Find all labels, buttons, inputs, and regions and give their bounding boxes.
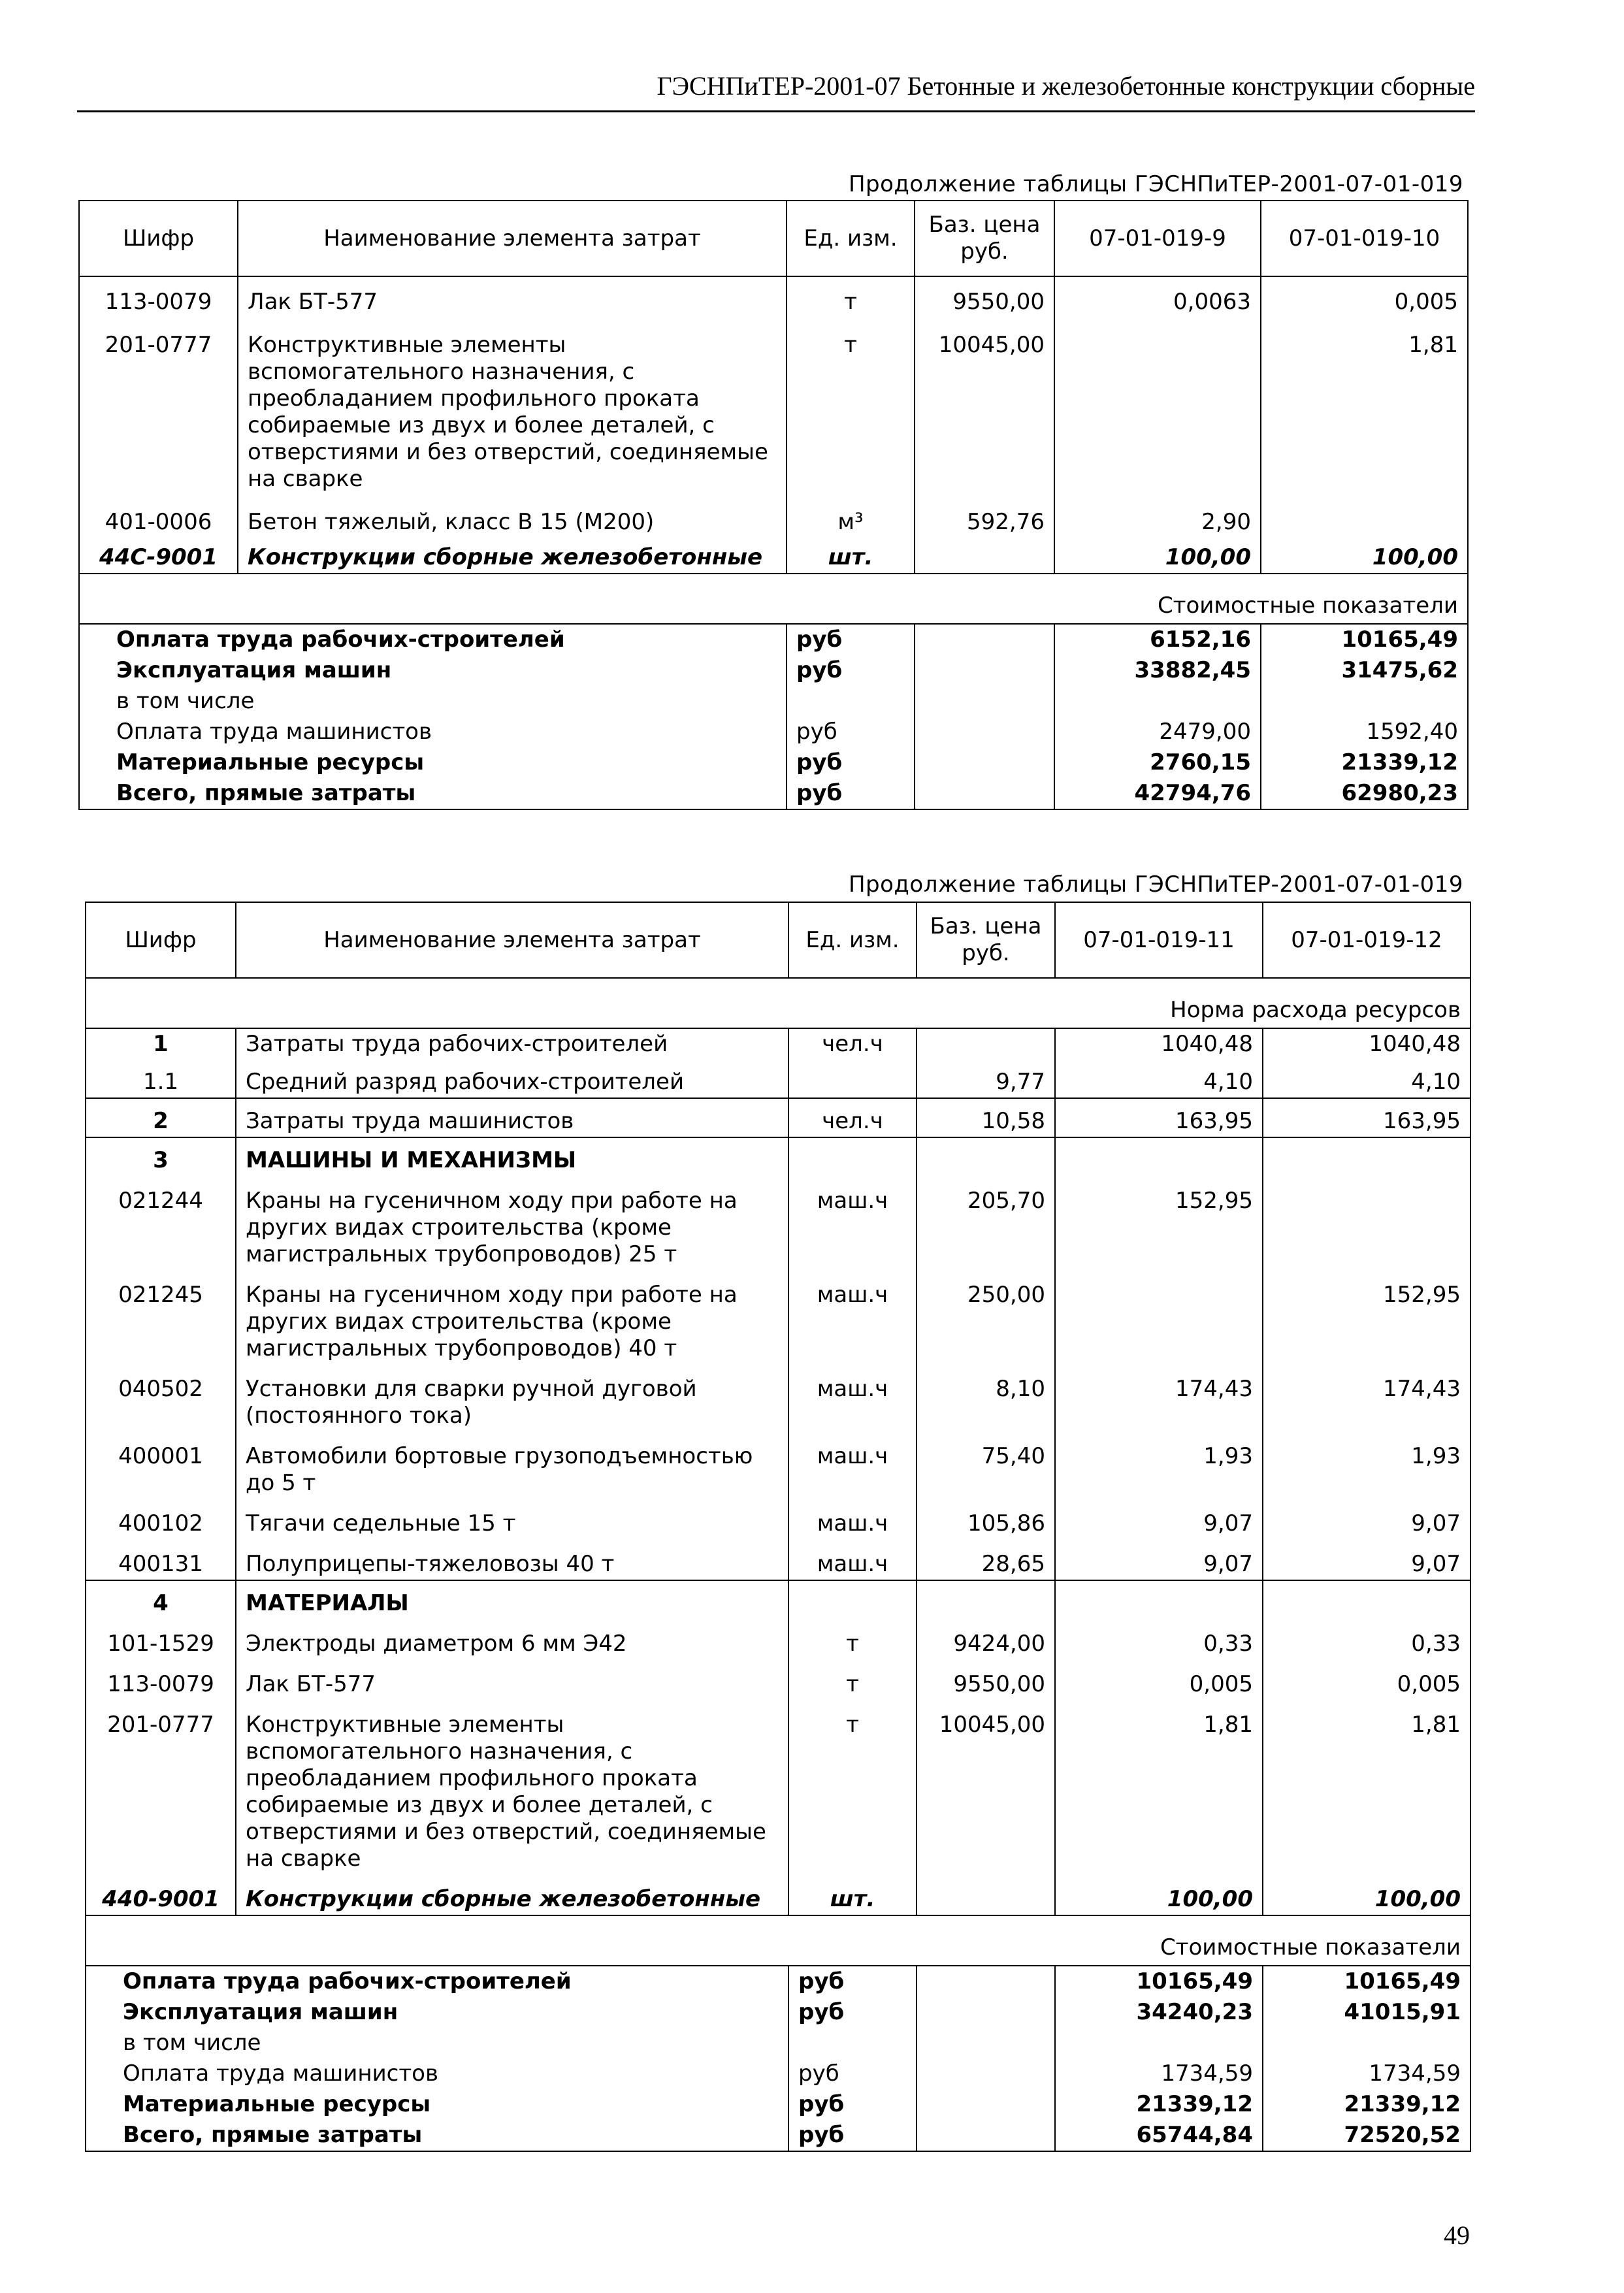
table1-caption: Продолжение таблицы ГЭСНПиТЕР-2001-07-01-019 (848, 171, 1463, 197)
summary-v1: 34240,23 (1055, 1997, 1263, 2028)
cell-v1: 4,10 (1055, 1060, 1263, 1098)
cell-v1 (1055, 1137, 1263, 1176)
summary-row (86, 2120, 1470, 2151)
cell-v2: 9,07 (1263, 1499, 1470, 1539)
cell-name: Электроды диаметром 6 мм Э42 (236, 1619, 788, 1659)
col-header-v2: 07-01-019-12 (1263, 902, 1470, 978)
summary-v1 (1054, 686, 1261, 717)
summary-unit: руб (788, 2089, 917, 2120)
cell-name: Тягачи седельные 15 т (236, 1499, 788, 1539)
cell-code: 4 (86, 1580, 236, 1619)
col-header-code: Шифр (79, 201, 238, 276)
summary-v2: 21339,12 (1261, 747, 1468, 778)
col-header-v1: 07-01-019-9 (1054, 201, 1261, 276)
table-row (86, 1431, 1470, 1499)
cell-v2: 152,95 (1263, 1270, 1470, 1364)
col-header-v2: 07-01-019-10 (1261, 201, 1468, 276)
summary-price (915, 624, 1054, 655)
summary-row (79, 686, 1468, 717)
col-header-code: Шифр (86, 902, 236, 978)
summary-v2: 31475,62 (1261, 655, 1468, 686)
cell-unit: т (788, 1700, 917, 1874)
summary-v1: 42794,76 (1054, 778, 1261, 809)
summary-v1: 65744,84 (1055, 2120, 1263, 2151)
cell-code: 440-9001 (86, 1874, 236, 1915)
cell-v1 (1055, 1580, 1263, 1619)
cell-name: Автомобили бортовые грузоподъемностью до 5 т (236, 1431, 788, 1499)
cell-unit (788, 1580, 917, 1619)
cell-price: 9550,00 (917, 1659, 1055, 1700)
col-header-price: Баз. цена руб. (915, 201, 1054, 276)
table1 (78, 200, 1469, 810)
table-row (86, 1700, 1470, 1874)
cell-code: 040502 (86, 1364, 236, 1431)
summary-v2: 1734,59 (1263, 2058, 1470, 2089)
cell-price (917, 1137, 1055, 1176)
cell-unit (788, 1137, 917, 1176)
summary-row (79, 655, 1468, 686)
table-row (86, 1619, 1470, 1659)
summary-row (79, 624, 1468, 655)
cell-v2: 100,00 (1261, 538, 1468, 574)
cell-price: 205,70 (917, 1176, 1055, 1270)
cell-name: Средний разряд рабочих-строителей (236, 1060, 788, 1098)
norm-label: Норма расхода ресурсов (86, 978, 1470, 1028)
summary-row (86, 2058, 1470, 2089)
summary-name: Эксплуатация машин (79, 655, 787, 686)
page-header: ГЭСНПиТЕР-2001-07 Бетонные и железобетонные конструкции сборные (77, 71, 1475, 112)
cell-name: Конструкции сборные железобетонные (238, 538, 787, 574)
cell-v1: 9,07 (1055, 1499, 1263, 1539)
table-row (79, 317, 1468, 495)
cell-v1: 163,95 (1055, 1098, 1263, 1137)
summary-v1: 10165,49 (1055, 1966, 1263, 1997)
cell-name: Затраты труда машинистов (236, 1098, 788, 1137)
cell-code: 400001 (86, 1431, 236, 1499)
summary-name: в том числе (79, 686, 787, 717)
summary-v1: 2479,00 (1054, 717, 1261, 747)
summary-name: Оплата труда машинистов (86, 2058, 788, 2089)
cell-unit: т (788, 1659, 917, 1700)
cell-unit: маш.ч (788, 1539, 917, 1580)
summary-name: Оплата труда машинистов (79, 717, 787, 747)
cell-v2 (1263, 1580, 1470, 1619)
cell-v2: 100,00 (1263, 1874, 1470, 1915)
cell-price: 105,86 (917, 1499, 1055, 1539)
cell-price: 8,10 (917, 1364, 1055, 1431)
table-row (86, 1098, 1470, 1137)
cell-v2: 0,005 (1261, 276, 1468, 317)
cell-price: 10045,00 (915, 317, 1054, 495)
summary-name: Материальные ресурсы (86, 2089, 788, 2120)
summary-v1: 6152,16 (1054, 624, 1261, 655)
cell-name: МАТЕРИАЛЫ (236, 1580, 788, 1619)
cell-v2: 1040,48 (1263, 1028, 1470, 1060)
summary-name: Оплата труда рабочих-строителей (86, 1966, 788, 1997)
summary-price (917, 1997, 1055, 2028)
cell-v1: 0,0063 (1054, 276, 1261, 317)
cell-name: Конструктивные элементы вспомогательного назначения, с преобладанием профильного проката собираемые из двух и более деталей, с отверстиями и без отверстий, соединяемые на сварке (238, 317, 787, 495)
summary-v2 (1261, 686, 1468, 717)
cell-v2: 1,81 (1261, 317, 1468, 495)
cell-v1: 100,00 (1055, 1874, 1263, 1915)
cell-code: 113-0079 (86, 1659, 236, 1700)
summary-unit: руб (787, 778, 915, 809)
table-row (86, 1060, 1470, 1098)
cell-name: МАШИНЫ И МЕХАНИЗМЫ (236, 1137, 788, 1176)
cell-code: 401-0006 (79, 495, 238, 538)
table-row (86, 1364, 1470, 1431)
section-label: Стоимостные показатели (86, 1915, 1470, 1966)
cell-code: 201-0777 (79, 317, 238, 495)
col-header-unit: Ед. изм. (788, 902, 917, 978)
cell-unit: маш.ч (788, 1499, 917, 1539)
summary-price (917, 2120, 1055, 2151)
cell-price (917, 1028, 1055, 1060)
cell-unit: т (787, 317, 915, 495)
cell-unit: шт. (788, 1874, 917, 1915)
cell-code: 201-0777 (86, 1700, 236, 1874)
cell-v2: 4,10 (1263, 1060, 1470, 1098)
summary-v2: 10165,49 (1263, 1966, 1470, 1997)
table-row (86, 1539, 1470, 1580)
cell-unit: т (787, 276, 915, 317)
summary-name: Оплата труда рабочих-строителей (79, 624, 787, 655)
col-header-v1: 07-01-019-11 (1055, 902, 1263, 978)
summary-price (915, 686, 1054, 717)
cell-name: Лак БТ-577 (238, 276, 787, 317)
summary-name: Материальные ресурсы (79, 747, 787, 778)
col-header-price: Баз. цена руб. (917, 902, 1055, 978)
section-label: Стоимостные показатели (79, 574, 1468, 624)
cell-code: 101-1529 (86, 1619, 236, 1659)
table-row (86, 1176, 1470, 1270)
cell-v2: 163,95 (1263, 1098, 1470, 1137)
cell-name: Лак БТ-577 (236, 1659, 788, 1700)
cell-unit: маш.ч (788, 1364, 917, 1431)
summary-unit: руб (788, 2120, 917, 2151)
summary-v2: 62980,23 (1261, 778, 1468, 809)
table-row (86, 1499, 1470, 1539)
cell-v1: 0,005 (1055, 1659, 1263, 1700)
summary-unit (787, 686, 915, 717)
table1-header-row (79, 201, 1468, 276)
summary-row (86, 1966, 1470, 1997)
summary-price (915, 717, 1054, 747)
summary-unit: руб (787, 747, 915, 778)
cell-unit: чел.ч (788, 1028, 917, 1060)
table-row (79, 495, 1468, 538)
cell-code: 113-0079 (79, 276, 238, 317)
summary-v2: 1592,40 (1261, 717, 1468, 747)
summary-row (79, 717, 1468, 747)
cell-v1: 174,43 (1055, 1364, 1263, 1431)
table2 (85, 902, 1471, 2152)
cell-name: Краны на гусеничном ходу при работе на других видах строительства (кроме магистральных трубопроводов) 40 т (236, 1270, 788, 1364)
cell-v1: 152,95 (1055, 1176, 1263, 1270)
cell-v1: 100,00 (1054, 538, 1261, 574)
summary-price (917, 2089, 1055, 2120)
cell-price (915, 538, 1054, 574)
section-row (86, 978, 1470, 1028)
table-row (86, 1028, 1470, 1060)
cell-name: Полуприцепы-тяжеловозы 40 т (236, 1539, 788, 1580)
cell-v1: 0,33 (1055, 1619, 1263, 1659)
cell-code: 400131 (86, 1539, 236, 1580)
summary-unit (788, 2028, 917, 2058)
cell-price: 28,65 (917, 1539, 1055, 1580)
cell-price: 10,58 (917, 1098, 1055, 1137)
summary-v1: 2760,15 (1054, 747, 1261, 778)
cell-v2: 0,005 (1263, 1659, 1470, 1700)
cell-v2: 1,93 (1263, 1431, 1470, 1499)
cell-code: 021244 (86, 1176, 236, 1270)
cell-unit: маш.ч (788, 1270, 917, 1364)
summary-unit: руб (788, 1997, 917, 2028)
summary-row (86, 2028, 1470, 2058)
cell-v2 (1263, 1137, 1470, 1176)
cell-code: 1.1 (86, 1060, 236, 1098)
cell-price (917, 1874, 1055, 1915)
col-header-unit: Ед. изм. (787, 201, 915, 276)
cell-v2: 1,81 (1263, 1700, 1470, 1874)
summary-row (86, 2089, 1470, 2120)
summary-price (917, 2058, 1055, 2089)
cell-name: Краны на гусеничном ходу при работе на других видах строительства (кроме магистральных трубопроводов) 25 т (236, 1176, 788, 1270)
cell-price: 592,76 (915, 495, 1054, 538)
cell-code: 44С-9001 (79, 538, 238, 574)
cell-v1 (1054, 317, 1261, 495)
cell-unit (788, 1060, 917, 1098)
section-row (79, 574, 1468, 624)
summary-v1: 33882,45 (1054, 655, 1261, 686)
summary-name: Эксплуатация машин (86, 1997, 788, 2028)
cell-price: 250,00 (917, 1270, 1055, 1364)
summary-price (917, 2028, 1055, 2058)
cell-price: 10045,00 (917, 1700, 1055, 1874)
cell-v1: 1,93 (1055, 1431, 1263, 1499)
table2-header-row (86, 902, 1470, 978)
summary-row (86, 1997, 1470, 2028)
summary-v2: 72520,52 (1263, 2120, 1470, 2151)
cell-price: 9424,00 (917, 1619, 1055, 1659)
summary-v2: 21339,12 (1263, 2089, 1470, 2120)
cell-code: 3 (86, 1137, 236, 1176)
summary-unit: руб (787, 655, 915, 686)
table-row (86, 1659, 1470, 1700)
cell-price (917, 1580, 1055, 1619)
cell-price: 75,40 (917, 1431, 1055, 1499)
summary-row (79, 778, 1468, 809)
summary-row (79, 747, 1468, 778)
cell-code: 400102 (86, 1499, 236, 1539)
cell-name: Затраты труда рабочих-строителей (236, 1028, 788, 1060)
table-row (86, 1270, 1470, 1364)
cell-unit: т (788, 1619, 917, 1659)
summary-unit: руб (787, 717, 915, 747)
cell-v1: 1040,48 (1055, 1028, 1263, 1060)
cell-unit: м³ (787, 495, 915, 538)
table-row (79, 276, 1468, 317)
cell-name: Конструкции сборные железобетонные (236, 1874, 788, 1915)
cell-name: Конструктивные элементы вспомогательного назначения, с преобладанием профильного проката собираемые из двух и более деталей, с отверстиями и без отверстий, соединяемые на сварке (236, 1700, 788, 1874)
table-row (86, 1580, 1470, 1619)
cell-price: 9,77 (917, 1060, 1055, 1098)
summary-name: Всего, прямые затраты (86, 2120, 788, 2151)
cell-v2: 0,33 (1263, 1619, 1470, 1659)
summary-name: в том числе (86, 2028, 788, 2058)
summary-price (917, 1966, 1055, 1997)
cell-v1: 9,07 (1055, 1539, 1263, 1580)
summary-unit: руб (788, 1966, 917, 1997)
cell-code: 1 (86, 1028, 236, 1060)
summary-v1 (1055, 2028, 1263, 2058)
cell-unit: чел.ч (788, 1098, 917, 1137)
cell-code: 2 (86, 1098, 236, 1137)
section-row (86, 1915, 1470, 1966)
cell-v2 (1263, 1176, 1470, 1270)
table-row (86, 1874, 1470, 1915)
cell-name: Бетон тяжелый, класс В 15 (М200) (238, 495, 787, 538)
cell-v1: 2,90 (1054, 495, 1261, 538)
cell-price: 9550,00 (915, 276, 1054, 317)
table-row (79, 538, 1468, 574)
summary-name: Всего, прямые затраты (79, 778, 787, 809)
cell-v1: 1,81 (1055, 1700, 1263, 1874)
summary-price (915, 655, 1054, 686)
cell-unit: маш.ч (788, 1431, 917, 1499)
col-header-name: Наименование элемента затрат (236, 902, 788, 978)
table2-caption: Продолжение таблицы ГЭСНПиТЕР-2001-07-01-019 (848, 871, 1463, 898)
page-number: 49 (1444, 2220, 1470, 2250)
summary-v1: 1734,59 (1055, 2058, 1263, 2089)
cell-name: Установки для сварки ручной дуговой (постоянного тока) (236, 1364, 788, 1431)
col-header-name: Наименование элемента затрат (238, 201, 787, 276)
cell-v1 (1055, 1270, 1263, 1364)
summary-unit: руб (787, 624, 915, 655)
cell-v2: 174,43 (1263, 1364, 1470, 1431)
cell-unit: шт. (787, 538, 915, 574)
cell-v2: 9,07 (1263, 1539, 1470, 1580)
summary-unit: руб (788, 2058, 917, 2089)
summary-price (915, 747, 1054, 778)
summary-v2: 41015,91 (1263, 1997, 1470, 2028)
summary-v1: 21339,12 (1055, 2089, 1263, 2120)
summary-v2: 10165,49 (1261, 624, 1468, 655)
summary-price (915, 778, 1054, 809)
cell-unit: маш.ч (788, 1176, 917, 1270)
table-row (86, 1137, 1470, 1176)
cell-v2 (1261, 495, 1468, 538)
summary-v2 (1263, 2028, 1470, 2058)
cell-code: 021245 (86, 1270, 236, 1364)
